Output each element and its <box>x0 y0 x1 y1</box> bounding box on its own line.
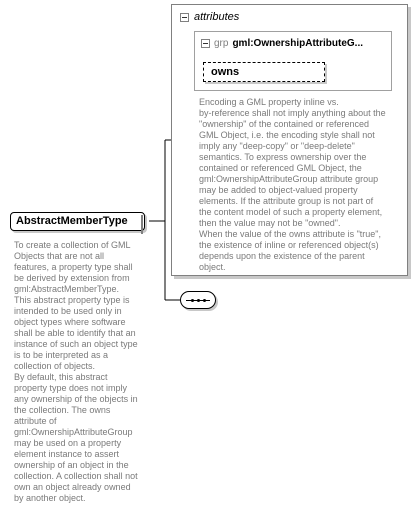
owns-attribute-label: owns <box>211 66 240 78</box>
attribute-group-header <box>201 38 363 49</box>
attribute-group-description: Encoding a GML property inline vs. by-reference shall not imply anything about the "ownership" of the contained or referenced GML Object, i.e. the encoding style shall not imply any "deep-copy" or "deep-delete" semantics. To express ownership over the contained or referenced GML Object, the gml:OwnershipAttributeGroup attribute group may be added to object-valued property elements. If the attribute group is not part of the content model of such a property element, then the value may not be "owned". When the value of the owns attribute is "true", the existence of inline or referenced object(s) depends upon the existence of the parent object. <box>199 97 386 272</box>
abstract-member-type-element[interactable] <box>10 212 145 231</box>
element-name: AbstractMemberType <box>16 215 128 227</box>
group-name[interactable]: gml:OwnershipAttributeG... <box>232 38 364 49</box>
collapse-icon[interactable] <box>201 39 210 48</box>
sequence-icon <box>186 299 210 302</box>
group-keyword: grp <box>214 38 229 49</box>
sequence-compositor[interactable] <box>180 291 216 309</box>
owns-attribute-box[interactable] <box>203 62 325 82</box>
collapse-icon[interactable] <box>180 13 189 22</box>
attribute-group-box[interactable] <box>194 31 392 91</box>
element-description: To create a collection of GML Objects that are not all features, a property type shall be derived by extension from gml:AbstractMemberType. This abstract property type is intended to be used only in object types where software shall be able to identify that an instance of such an object type is to be interpreted as a collection of objects. By default, this abstract property type does not imply any ownership of the objects in the collection. The owns attribute of gml:OwnershipAttributeGroup may be used on a property element instance to assert ownership of an object in the collection. A collection shall not own an object already owned by another object. <box>14 240 138 503</box>
attributes-header[interactable] <box>180 11 239 23</box>
collapse-icon[interactable] <box>141 215 143 234</box>
attributes-label: attributes <box>194 11 240 23</box>
